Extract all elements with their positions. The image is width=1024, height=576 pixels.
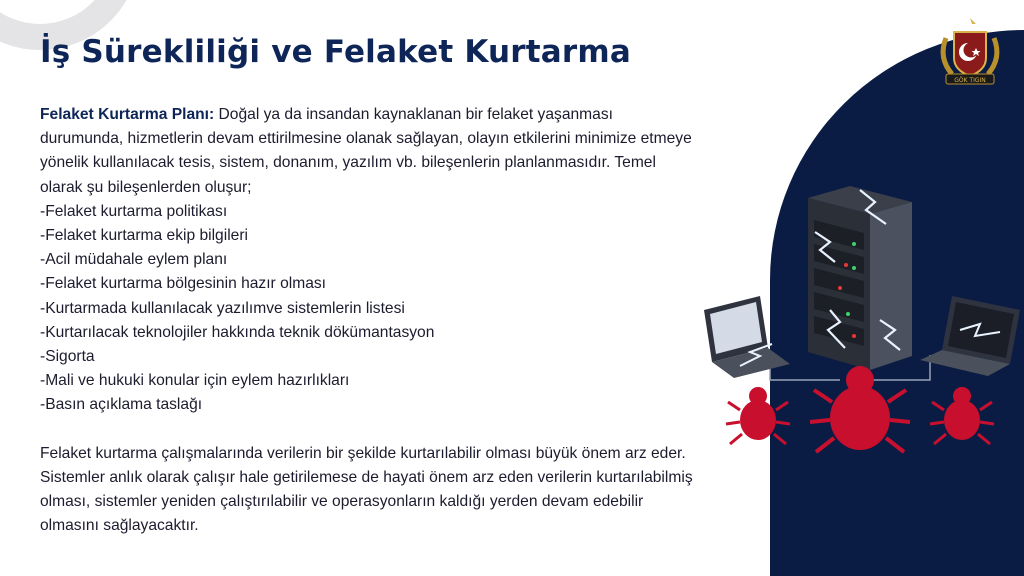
crescent-star-emblem-icon bbox=[932, 10, 1008, 88]
intro-label: Felaket Kurtarma Planı: bbox=[40, 106, 215, 123]
list-item: -Sigorta bbox=[40, 348, 95, 366]
page-title: İş Sürekliliği ve Felaket Kurtarma bbox=[40, 34, 632, 70]
logo-text: GÖK TIGIN bbox=[954, 77, 986, 84]
intro-text: Doğal ya da insandan kaynaklanan bir felaket yaşanması durumunda, hizmetlerin devam ettirilmesine olanak sağlayan, olayın etkilerini minimize etmeye yönelik kullanılacak tesis, sistem, donanım, yazılım vb. bileşenlerin planlanmasıdır. Temel olarak şu bileşenlerden oluşur; bbox=[40, 106, 692, 196]
closing-paragraph: Felaket kurtarma çalışmalarında verilerin bir şekilde kurtarılabilir olması büyük önem arz eder. Sistemler anlık olarak çalışır hale getirilemese de hayati önem arz eden verilerin kurtarılabilmiş olması, sistemler yeniden çalıştırılabilir ve operasyonların kaldığı yerden devam edebilir olmasını sağlayacaktır. bbox=[40, 444, 693, 535]
list-item: -Kurtarmada kullanılacak yazılımve sistemlerin listesi bbox=[40, 299, 405, 317]
component-list bbox=[40, 200, 700, 418]
malware-bug-icon bbox=[810, 366, 910, 452]
laptop-left-icon bbox=[704, 296, 790, 378]
list-item: -Felaket kurtarma ekip bilgileri bbox=[40, 227, 248, 245]
server-malware-illustration bbox=[690, 180, 1024, 470]
laptop-right-icon bbox=[920, 296, 1020, 376]
list-item: -Mali ve hukuki konular için eylem hazırlıkları bbox=[40, 372, 350, 390]
list-item: -Acil müdahale eylem planı bbox=[40, 251, 228, 269]
list-item: -Basın açıklama taslağı bbox=[40, 396, 203, 414]
intro-paragraph bbox=[40, 103, 700, 200]
malware-bug-icon bbox=[726, 387, 790, 444]
list-item: -Kurtarılacak teknolojiler hakkında teknik dökümantasyon bbox=[40, 323, 435, 341]
malware-bug-icon bbox=[930, 387, 994, 444]
list-item: -Felaket kurtarma bölgesinin hazır olması bbox=[40, 275, 327, 293]
slide-body bbox=[40, 103, 700, 538]
list-item: -Felaket kurtarma politikası bbox=[40, 202, 228, 220]
server-rack-icon bbox=[808, 186, 912, 370]
